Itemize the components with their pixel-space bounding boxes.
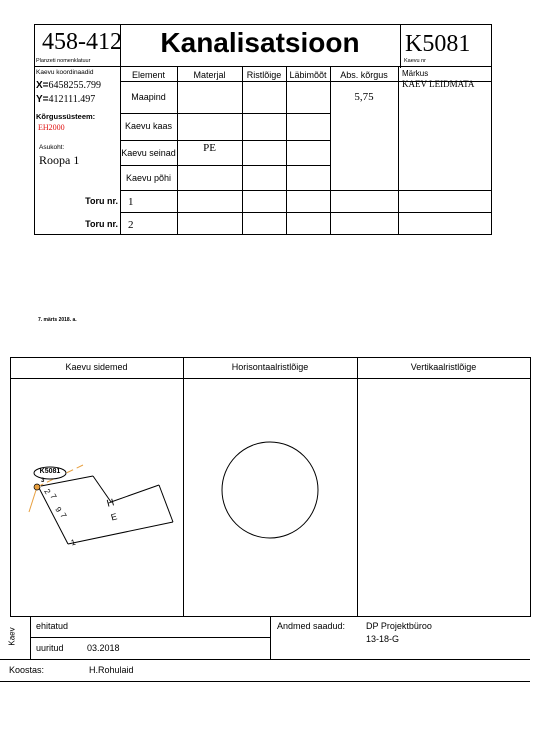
- side-label: Kaev: [7, 627, 17, 646]
- x-value: 6458255.799: [48, 80, 102, 91]
- sketch-line: [68, 522, 173, 544]
- sketch-label: 2: [42, 487, 53, 496]
- nomenclature-value: 458-412: [42, 29, 122, 55]
- row-material: PE: [203, 142, 216, 154]
- row-element: Kaevu kaas: [124, 121, 173, 131]
- pipe-label: Toru nr.: [85, 196, 118, 206]
- data-source-code: 13-18-G: [366, 634, 400, 644]
- date-text: 7. märts 2018. a.: [38, 317, 77, 323]
- y-value: 412111.497: [48, 94, 96, 105]
- row-element: Kaevu põhi: [125, 173, 172, 183]
- author-value: H.Rohulaid: [89, 665, 134, 675]
- col-element: Element: [131, 70, 166, 80]
- divider: [120, 113, 330, 114]
- x-label: X=: [36, 80, 49, 91]
- divider: [30, 616, 31, 660]
- row-element: Kaevu seinad: [121, 148, 176, 158]
- pipe-label: Toru nr.: [85, 219, 118, 229]
- divider: [398, 66, 399, 235]
- divider: [286, 66, 287, 235]
- row-abs-height: 5,75: [354, 91, 374, 103]
- well-tag: K5081: [39, 468, 61, 475]
- surveyed-label: uuritud: [36, 643, 64, 653]
- divider: [400, 24, 401, 68]
- location-value: Roopa 1: [39, 153, 80, 167]
- divider: [0, 681, 530, 682]
- col-material: Materjal: [193, 70, 226, 80]
- remarks-value: KAEV LEIDMATA: [402, 79, 475, 89]
- manhole-circle: [222, 442, 318, 538]
- sketch-line: [159, 485, 173, 522]
- coords-label: Kaevu koordinaadid: [36, 69, 94, 76]
- horizontal-section-drawing: [220, 440, 320, 540]
- section-title-vertical: Vertikaalristlõige: [410, 362, 477, 372]
- sketch-label: H: [105, 497, 116, 510]
- divider: [10, 357, 530, 358]
- y-coordinate: [36, 94, 95, 105]
- nomenclature-label: Planzeti nomenklatuur: [36, 58, 91, 64]
- section-title-horizontal: Horisontaalristlõige: [231, 362, 309, 372]
- data-source-value: DP Projektbüroo: [366, 621, 432, 631]
- x-coordinate: [36, 80, 101, 91]
- divider: [270, 616, 271, 660]
- divider: [10, 357, 11, 617]
- height-system-value: EH2000: [38, 123, 65, 132]
- remarks-label: Märkus: [402, 69, 429, 78]
- sketch-label: 1: [69, 537, 77, 548]
- author-label: Koostas:: [9, 665, 45, 675]
- well-number: K5081: [405, 31, 471, 57]
- page-title: Kanalisatsioon: [160, 27, 360, 58]
- divider: [30, 637, 270, 638]
- row-element: Maapind: [131, 92, 166, 102]
- pipe-line: [29, 487, 37, 512]
- divider: [0, 659, 530, 660]
- col-section: Ristlõige: [246, 70, 282, 80]
- col-diameter: Läbimõõt: [289, 70, 327, 80]
- sketch-label: 7: [58, 511, 69, 520]
- pipe-number: 1: [128, 196, 134, 208]
- height-system-label: Kõrgussüsteem:: [36, 112, 96, 121]
- well-number-label: Kaevu nr: [404, 58, 427, 64]
- pipe-number: 2: [128, 219, 134, 231]
- built-label: ehitatud: [36, 621, 69, 631]
- col-abs-height: Abs. kõrgus: [340, 70, 388, 80]
- divider: [120, 212, 492, 213]
- divider: [242, 66, 243, 235]
- sketch-label: 3: [41, 478, 45, 484]
- divider: [357, 357, 358, 617]
- section-title-connections: Kaevu sidemed: [65, 362, 128, 372]
- data-source-label: Andmed saadud:: [277, 621, 346, 631]
- location-label: Asukoht:: [39, 144, 65, 151]
- sketch-label: 9: [53, 505, 64, 514]
- well-marker: [34, 484, 40, 490]
- surveyed-date: 03.2018: [87, 643, 120, 653]
- divider: [10, 378, 530, 379]
- divider: [120, 140, 330, 141]
- sketch-line: [111, 485, 159, 502]
- sketch-label: E: [109, 511, 119, 523]
- divider: [120, 165, 330, 166]
- y-label: Y=: [36, 94, 49, 105]
- divider: [120, 190, 492, 191]
- header-divider: [34, 66, 492, 67]
- sketch-label: 7: [48, 492, 59, 501]
- divider: [530, 357, 531, 617]
- connections-sketch: [20, 450, 190, 560]
